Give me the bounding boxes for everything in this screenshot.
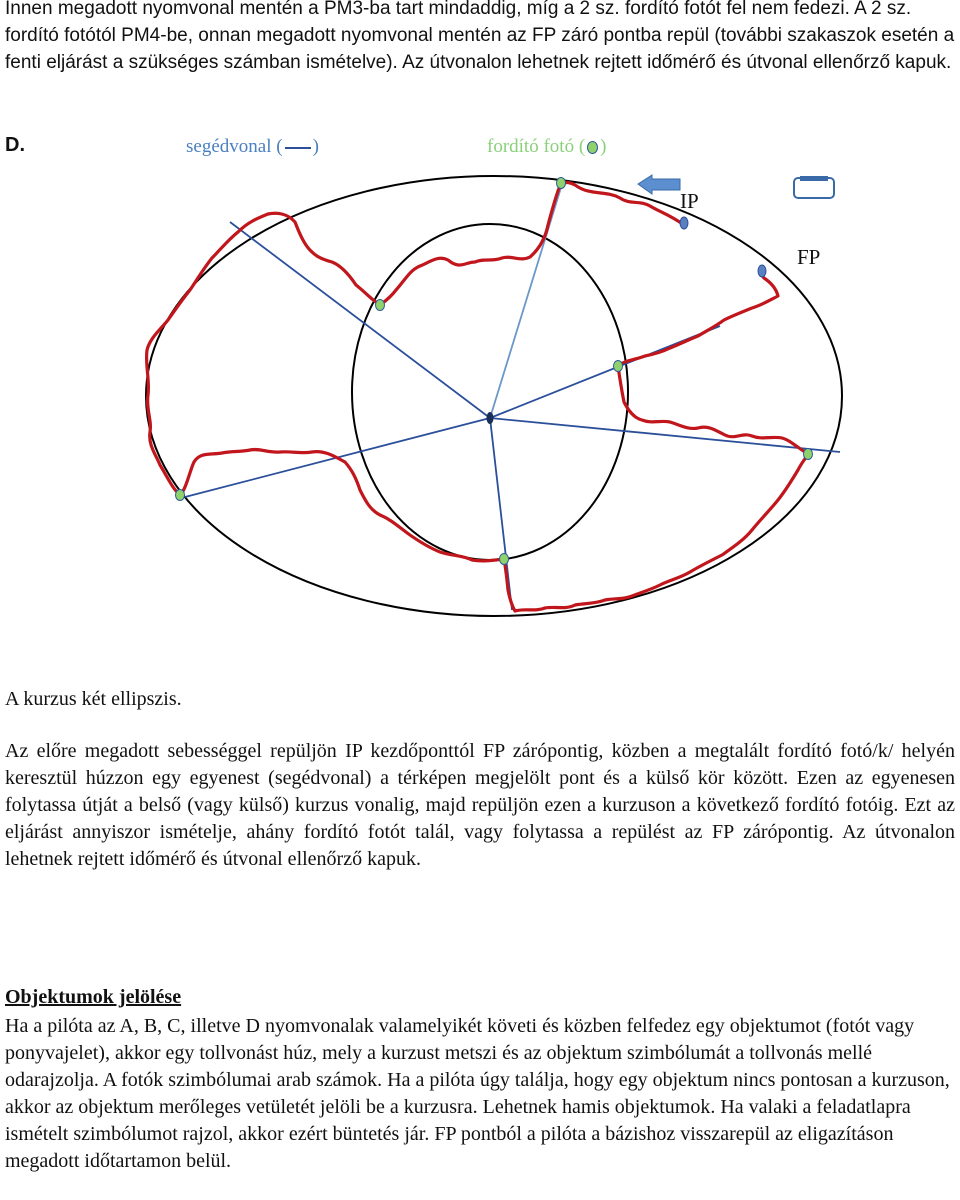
turn-photo-points	[176, 178, 813, 565]
aux-line	[490, 418, 840, 452]
start-arrow-icon	[638, 175, 680, 194]
fp-label: FP	[797, 245, 821, 269]
intro-paragraph: Innen megadott nyomvonal mentén a PM3-ba tart mindaddig, míg a 2 sz. fordító fotót fel nem fedezi. A 2 sz. fordító fotótól PM4-be, onnan megadott nyomvonal mentén az FP záró pontba repül (további szakaszok esetén a fenti eljárást a szükséges számban ismételve). Az útvonalon lehetnek rejtett időmérő és útvonal ellenőrző kapuk.	[5, 0, 955, 73]
turn-photo-point	[376, 300, 385, 311]
aux-line	[230, 222, 490, 418]
turn-photo-point	[804, 449, 813, 460]
description-paragraph: Az előre megadott sebességgel repüljön IP kezdőponttól FP zárópontig, közben a megtalált fordító fotó/k/ helyén keresztül húzzon egy egyenest (segédvonal) a térképen megjelölt pont és a külső kör között. Ezen az egyenesen folytassa útját a belső (vagy külső) kurzus vonalig, majd repüljön ezen a kurzuson a következő fordító fotóig. Ezt az eljárást annyiszor ismételje, ahány fordító fotót talál, vagy folytassa a repülést az FP zárópontig. Az útvonalon lehetnek rejtett időmérő és útvonal ellenőrző kapuk.	[5, 740, 955, 870]
photo-point-icon	[587, 141, 598, 154]
ip-label: IP	[680, 189, 699, 213]
flight-track	[147, 183, 808, 612]
aux-line-icon	[285, 147, 311, 149]
inner-ellipse	[352, 224, 628, 560]
turn-photo-point	[614, 361, 623, 372]
legend-photo-prefix: fordító fotó (	[487, 136, 586, 157]
turn-photo-point	[176, 490, 185, 501]
turn-photo-point	[557, 178, 566, 189]
course-diagram	[0, 160, 960, 630]
legend-photo-suffix: )	[600, 136, 607, 157]
caption: A kurzus két ellipszis.	[5, 688, 182, 710]
aux-line	[490, 181, 563, 418]
legend-turn-photo	[487, 136, 606, 158]
outer-ellipse	[146, 176, 842, 616]
turn-photo-point	[500, 554, 509, 565]
section-label: D.	[5, 134, 25, 156]
objects-heading: Objektumok jelölése	[5, 986, 182, 1008]
legend-aux-prefix: segédvonal (	[186, 136, 283, 157]
legend-aux-line	[186, 136, 319, 158]
legend-aux-suffix: )	[312, 136, 319, 157]
fp-point	[758, 265, 766, 277]
ip-point	[680, 217, 688, 229]
aux-lines	[185, 181, 840, 610]
aux-line	[490, 418, 512, 610]
finish-gate-icon	[794, 176, 834, 198]
objects-paragraph: Ha a pilóta az A, B, C, illetve D nyomvonalak valamelyikét követi és közben felfedez egy objektumot (fotót vagy ponyvajelet), akkor egy tollvonást húz, mely a kurzust metszi és az objektum szimbólumát a tollvonás mellé odarajzolja. A fotók szimbólumai arab számok. Ha a pilóta úgy találja, hogy egy objektum nincs pontosan a kurzuson, akkor az objektum merőleges vetületét jelöli be a kurzusra. Lehetnek hamis objektumok. Ha valaki a feladatlapra ismételt szimbólumot rajzol, akkor ezért büntetés jár. FP pontból a pilóta a bázishoz visszarepül az eligazításon megadott időtartamon belül.	[5, 1015, 950, 1172]
center-point	[487, 412, 494, 424]
